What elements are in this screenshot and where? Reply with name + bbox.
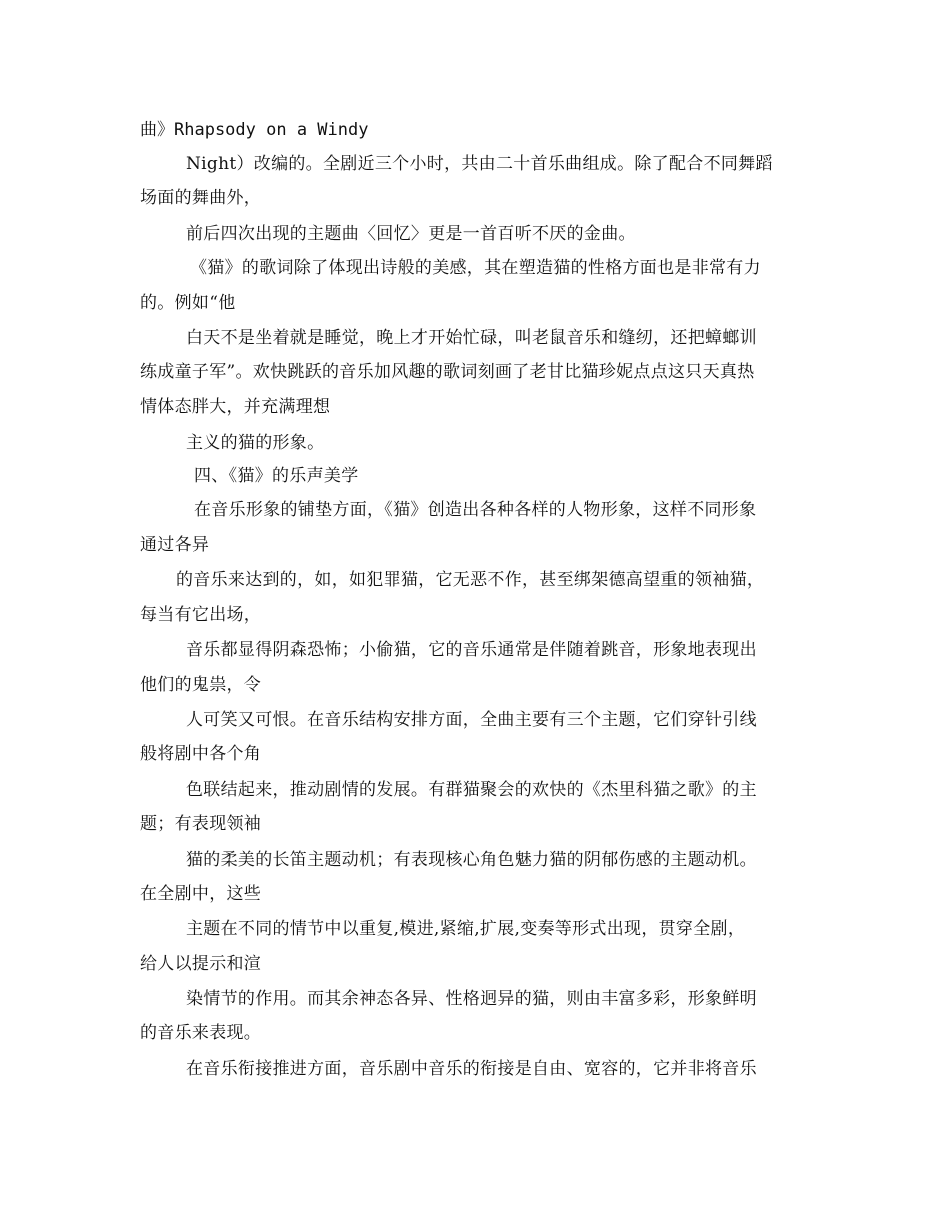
text-line: 通过各异 bbox=[140, 535, 210, 555]
text-line: 主题在不同的情节中以重复,模进,紧缩,扩展,变奏等形式出现，贯穿全剧， bbox=[186, 919, 746, 939]
text-line: 般将剧中各个角 bbox=[140, 744, 262, 764]
text-line: 每当有它出场， bbox=[140, 605, 262, 625]
text-line: 在全剧中，这些 bbox=[140, 884, 262, 904]
text-line: 的音乐来表现。 bbox=[140, 1023, 262, 1043]
text-line: 音乐都显得阴森恐怖；小偷猫，它的音乐通常是伴随着跳音，形象地表现出 bbox=[186, 640, 757, 660]
section-heading: 四、《猫》的乐声美学 bbox=[194, 466, 359, 486]
text-line: 前后四次出现的主题曲〈回忆〉更是一首百听不厌的金曲。 bbox=[186, 224, 636, 244]
text-line: 在音乐衔接推进方面，音乐剧中音乐的衔接是自由、宽容的，它并非将音乐 bbox=[186, 1059, 757, 1079]
text-line: 的音乐来达到的，如，如犯罪猫，它无恶不作，甚至绑架德高望重的领袖猫， bbox=[176, 570, 765, 590]
text-line: 情体态胖大，并充满理想 bbox=[140, 397, 331, 417]
text-line: 猫的柔美的长笛主题动机；有表现核心角色魅力猫的阴郁伤感的主题动机。 bbox=[186, 850, 757, 870]
text-line: 曲》Rhapsody on a Windy bbox=[140, 120, 369, 140]
text-line: 练成童子军”。欢快跳跃的音乐加风趣的歌词刻画了老甘比猫珍妮点点这只天真热 bbox=[140, 362, 755, 382]
text-line: 主义的猫的形象。 bbox=[186, 433, 325, 453]
text-line: 他们的鬼祟，令 bbox=[140, 675, 262, 695]
text-line: Night）改编的。全剧近三个小时，共由二十首乐曲组成。除了配合不同舞蹈 bbox=[186, 154, 773, 174]
text-line: 题；有表现领袖 bbox=[140, 814, 262, 834]
text-line: 色联结起来，推动剧情的发展。有群猫聚会的欢快的《杰里科猫之歌》的主 bbox=[186, 780, 757, 800]
text-line: 场面的舞曲外， bbox=[140, 188, 262, 208]
text-line: 在音乐形象的铺垫方面，《猫》创造出各种各样的人物形象，这样不同形象 bbox=[194, 500, 757, 520]
text-line: 染情节的作用。而其余神态各异、性格迥异的猫，则由丰富多彩，形象鲜明 bbox=[186, 989, 757, 1009]
text-line: 人可笑又可恨。在音乐结构安排方面，全曲主要有三个主题，它们穿针引线 bbox=[186, 710, 757, 730]
text-line: 《猫》的歌词除了体现出诗般的美感，其在塑造猫的性格方面也是非常有力 bbox=[190, 258, 761, 278]
text-line: 给人以提示和渲 bbox=[140, 954, 262, 974]
text-line: 的。例如“他 bbox=[140, 293, 236, 313]
text-line: 白天不是坐着就是睡觉，晚上才开始忙碌，叫老鼠音乐和缝纫，还把蟑螂训 bbox=[186, 328, 757, 348]
